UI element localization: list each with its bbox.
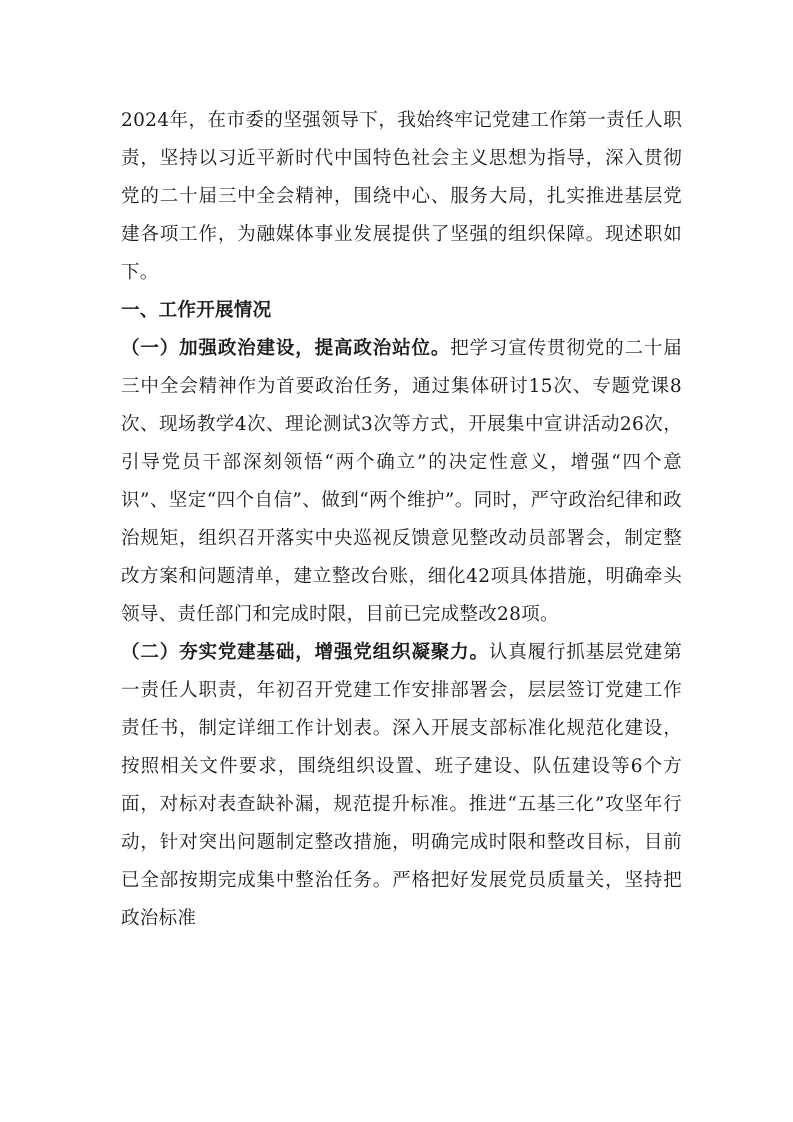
item-1-lead: （一）加强政治建设，提高政治站位。 xyxy=(121,338,451,359)
intro-paragraph: 2024年，在市委的坚强领导下，我始终牢记党建工作第一责任人职责，坚持以习近平新时代中国特色社会主义思想为指导，深入贯彻党的二十届三中全会精神，围绕中心、服务大局，扎实推进基层党建各项工作，为融媒体事业发展提供了坚强的组织保障。现述职如下。 xyxy=(121,110,682,283)
item-2-paragraph xyxy=(121,634,682,938)
document-page xyxy=(121,102,682,938)
item-1-body: 把学习宣传贯彻党的二十届三中全会精神作为首要政治任务，通过集体研讨15次、专题党课8次、现场教学4次、理论测试3次等方式，开展集中宣讲活动26次，引导党员干部深刻领悟“两个确立”的决定性意义，增强“四个意识”、坚定“四个自信”、做到“两个维护”。同时，严守政治纪律和政治规矩，组织召开落实中央巡视反馈意见整改动员部署会，制定整改方案和问题清单，建立整改台账，细化42项具体措施，明确牵头领导、责任部门和完成时限，目前已完成整改28项。 xyxy=(121,338,682,625)
item-2-lead: （二）夯实党建基础，增强党组织凝聚力。 xyxy=(121,642,489,663)
item-1-paragraph xyxy=(121,330,682,634)
section-heading: 一、工作开展情况 xyxy=(121,300,272,321)
item-2-body: 认真履行抓基层党建第一责任人职责，年初召开党建工作安排部署会，层层签订党建工作责任书，制定详细工作计划表。深入开展支部标准化规范化建设，按照相关文件要求，围绕组织设置、班子建设、队伍建设等6个方面，对标对表查缺补漏，规范提升标准。推进“五基三化”攻坚年行动，针对突出问题制定整改措施，明确完成时限和整改目标，目前已全部按期完成集中整治任务。严格把好发展党员质量关，坚持把政治标准 xyxy=(121,642,682,929)
